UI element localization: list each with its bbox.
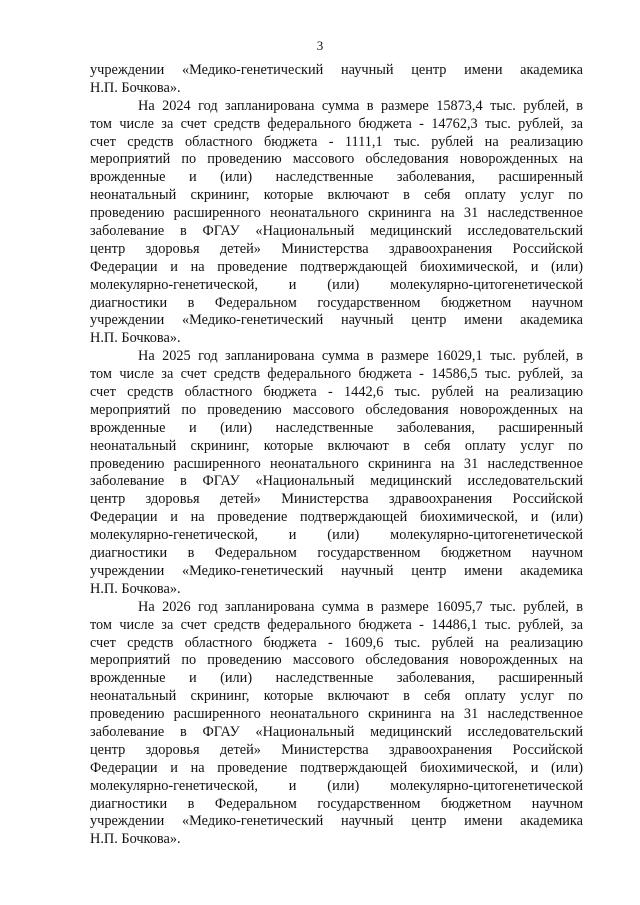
text-line: счет средств областного бюджета - 1442,6 тыс. рублей на реализацию [90,384,583,401]
page-number: 3 [316,38,324,53]
text-line: заболевание в ФГАУ «Национальный медицинский исследовательский [90,723,583,740]
text-line: заболевание в ФГАУ «Национальный медицинский исследовательский [90,473,583,490]
text-line: диагностики в Федеральном государственном бюджетном научном [90,294,583,311]
text-line: Н.П. Бочкова». [90,79,181,96]
text-line: врожденные и (или) наследственные заболевания, расширенный [90,169,583,186]
text-line: мероприятий по проведению массового обследования новорожденных на [90,401,583,418]
text-line: диагностики в Федеральном государственном бюджетном научном [90,545,583,562]
text-line: неонатальный скрининг, которые включают в себя оплату услуг по [90,688,583,705]
text-line: неонатальный скрининг, которые включают в себя оплату услуг по [90,437,583,454]
text-line: проведению расширенного неонатального скрининга на 31 наследственное [90,706,583,723]
text-line: центр здоровья детей» Министерства здравоохранения Российской [90,240,583,257]
text-line: проведению расширенного неонатального скрининга на 31 наследственное [90,205,583,222]
text-line: проведению расширенного неонатального скрининга на 31 наследственное [90,455,583,472]
text-line: том числе за счет средств федерального бюджета - 14486,1 тыс. рублей, за [90,616,583,633]
text-line: заболевание в ФГАУ «Национальный медицинский исследовательский [90,223,583,240]
text-line: На 2026 год запланирована сумма в размере 16095,7 тыс. рублей, в [138,598,583,615]
text-line: мероприятий по проведению массового обследования новорожденных на [90,652,583,669]
text-line: Н.П. Бочкова». [90,831,181,848]
text-line: Федерации и на проведение подтверждающей биохимической, и (или) [90,509,583,526]
document-body [90,62,583,849]
text-line: учреждении «Медико-генетический научный центр имени академика [90,813,583,830]
text-line: учреждении «Медико-генетический научный центр имени академика [90,562,583,579]
text-line: Федерации и на проведение подтверждающей биохимической, и (или) [90,759,583,776]
text-line: том числе за счет средств федерального бюджета - 14762,3 тыс. рублей, за [90,115,583,132]
text-line: Н.П. Бочкова». [90,330,181,347]
text-line: счет средств областного бюджета - 1609,6 тыс. рублей на реализацию [90,634,583,651]
text-line: центр здоровья детей» Министерства здравоохранения Российской [90,741,583,758]
text-line: На 2025 год запланирована сумма в размере 16029,1 тыс. рублей, в [138,348,583,365]
text-line: молекулярно-генетической, и (или) молекулярно-цитогенетической [90,276,583,293]
text-line: мероприятий по проведению массового обследования новорожденных на [90,151,583,168]
text-line: диагностики в Федеральном государственном бюджетном научном [90,795,583,812]
text-line: На 2024 год запланирована сумма в размере 15873,4 тыс. рублей, в [138,97,583,114]
text-line: молекулярно-генетической, и (или) молекулярно-цитогенетической [90,777,583,794]
text-line: том числе за счет средств федерального бюджета - 14586,5 тыс. рублей, за [90,366,583,383]
text-line: врожденные и (или) наследственные заболевания, расширенный [90,419,583,436]
text-line: счет средств областного бюджета - 1111,1 тыс. рублей на реализацию [90,133,583,150]
text-line: центр здоровья детей» Министерства здравоохранения Российской [90,491,583,508]
text-line: молекулярно-генетической, и (или) молекулярно-цитогенетической [90,527,583,544]
text-line: неонатальный скрининг, которые включают в себя оплату услуг по [90,187,583,204]
text-line: учреждении «Медико-генетический научный центр имени академика [90,62,583,78]
text-line: Федерации и на проведение подтверждающей биохимической, и (или) [90,258,583,275]
text-line: Н.П. Бочкова». [90,580,181,597]
text-line: врожденные и (или) наследственные заболевания, расширенный [90,670,583,687]
text-line: учреждении «Медико-генетический научный центр имени академика [90,312,583,329]
